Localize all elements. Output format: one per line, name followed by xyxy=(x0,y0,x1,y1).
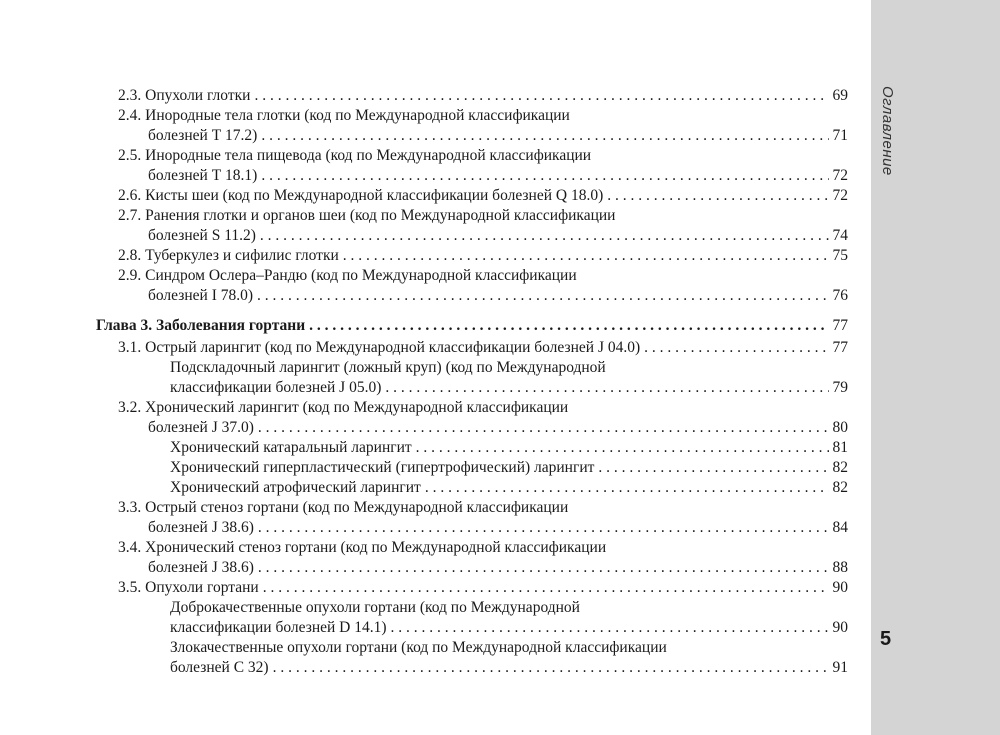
toc-entry-title: болезней J 37.0) xyxy=(148,419,254,436)
toc-entry-title: Хронический атрофический ларингит xyxy=(170,479,421,496)
dot-leader xyxy=(258,518,829,538)
toc-entry-title: 3.4. Хронический стеноз гортани (код по Международной классификации xyxy=(118,539,607,556)
toc-entry-title: 2.5. Инородные тела пищевода (код по Международной классификации xyxy=(118,147,592,164)
toc-entry-title: 2.6. Кисты шеи (код по Международной классификации болезней Q 18.0) xyxy=(118,187,604,204)
toc-page-number: 90 xyxy=(832,579,848,596)
toc-page-number: 69 xyxy=(832,87,848,104)
toc-entry-title: Хронический катаральный ларингит xyxy=(170,439,412,456)
toc-page-number: 81 xyxy=(832,439,848,456)
toc-entry xyxy=(96,246,848,266)
toc-entry-title: классификации болезней J 05.0) xyxy=(170,379,382,396)
toc-entry xyxy=(96,358,848,398)
toc-entry-title: Доброкачественные опухоли гортани (код по Международной xyxy=(170,599,580,616)
dot-leader xyxy=(261,126,828,146)
dot-leader xyxy=(258,558,829,578)
toc-entry-title: 3.5. Опухоли гортани xyxy=(118,579,259,596)
toc-page-number: 77 xyxy=(832,317,848,334)
toc-chapter xyxy=(96,316,848,336)
toc-entry xyxy=(96,578,848,598)
toc-page-number: 75 xyxy=(832,247,848,264)
dot-leader xyxy=(263,578,829,598)
toc-entry xyxy=(96,498,848,538)
table-of-contents xyxy=(96,86,848,678)
toc-entry xyxy=(96,186,848,206)
dot-leader xyxy=(607,186,828,206)
toc-page-number: 77 xyxy=(832,339,848,356)
toc-entry xyxy=(96,598,848,638)
toc-entry-title: Подскладочный ларингит (ложный круп) (код по Международной xyxy=(170,359,606,376)
toc-entry-title: 2.3. Опухоли глотки xyxy=(118,87,251,104)
dot-leader xyxy=(309,316,828,336)
toc-entry-title: 2.7. Ранения глотки и органов шеи (код по Международной классификации xyxy=(118,207,616,224)
dot-leader xyxy=(391,618,829,638)
toc-entry-title: болезней I 78.0) xyxy=(148,287,254,304)
toc-page-number: 74 xyxy=(832,227,848,244)
toc-entry-title: болезней J 38.6) xyxy=(148,559,254,576)
toc-entry-title: 2.9. Синдром Ослера–Рандю (код по Международной классификации xyxy=(118,267,577,284)
toc-entry xyxy=(96,478,848,498)
toc-entry-title: Злокачественные опухоли гортани (код по Международной классификации xyxy=(170,639,667,656)
toc-entry xyxy=(96,338,848,358)
toc-entry-title: болезней J 38.6) xyxy=(148,519,254,536)
toc-entry xyxy=(96,206,848,246)
dot-leader xyxy=(343,246,829,266)
dot-leader xyxy=(254,86,828,106)
toc-entry xyxy=(96,106,848,146)
toc-page-number: 82 xyxy=(832,459,848,476)
toc-page-number: 71 xyxy=(832,127,848,144)
toc-entry-title: болезней Т 17.2) xyxy=(148,127,258,144)
toc-entry-title: классификации болезней D 14.1) xyxy=(170,619,387,636)
toc-entry-title: Хронический гиперпластический (гипертрофический) ларингит xyxy=(170,459,595,476)
dot-leader xyxy=(416,438,829,458)
toc-page-number: 72 xyxy=(832,187,848,204)
toc-entry-title: 3.3. Острый стеноз гортани (код по Международной классификации xyxy=(118,499,569,516)
toc-entry-title: Глава 3. Заболевания гортани xyxy=(96,317,306,334)
toc-page-number: 76 xyxy=(832,287,848,304)
toc-page-number: 79 xyxy=(832,379,848,396)
toc-page-number: 72 xyxy=(832,167,848,184)
toc-entry xyxy=(96,458,848,478)
toc-entry-title: болезней S 11.2) xyxy=(148,227,256,244)
dot-leader xyxy=(260,226,829,246)
dot-leader xyxy=(261,166,828,186)
dot-leader xyxy=(644,338,828,358)
toc-entry-title: 3.1. Острый ларингит (код по Международной классификации болезней J 04.0) xyxy=(118,339,641,356)
dot-leader xyxy=(598,458,828,478)
dot-leader xyxy=(257,286,828,306)
dot-leader xyxy=(385,378,828,398)
toc-entry-title: 2.8. Туберкулез и сифилис глотки xyxy=(118,247,339,264)
section-label: Оглавление xyxy=(879,86,896,176)
toc-entry-title: болезней С 32) xyxy=(170,659,269,676)
toc-entry-title: 2.4. Инородные тела глотки (код по Международной классификации xyxy=(118,107,570,124)
toc-page-number: 84 xyxy=(832,519,848,536)
toc-page-number: 90 xyxy=(832,619,848,636)
toc-entry xyxy=(96,638,848,678)
toc-entry xyxy=(96,538,848,578)
toc-entry xyxy=(96,86,848,106)
dot-leader xyxy=(258,418,829,438)
dot-leader xyxy=(425,478,829,498)
toc-page-number: 82 xyxy=(832,479,848,496)
toc-entry xyxy=(96,146,848,186)
toc-entry-title: болезней Т 18.1) xyxy=(148,167,258,184)
toc-page-number: 88 xyxy=(832,559,848,576)
toc-entry-title: 3.2. Хронический ларингит (код по Международной классификации xyxy=(118,399,569,416)
page-number: 5 xyxy=(880,628,892,650)
dot-leader xyxy=(273,658,829,678)
toc-entry xyxy=(96,398,848,438)
toc-entry xyxy=(96,266,848,306)
toc-entry xyxy=(96,438,848,458)
toc-page-number: 91 xyxy=(832,659,848,676)
toc-page-number: 80 xyxy=(832,419,848,436)
